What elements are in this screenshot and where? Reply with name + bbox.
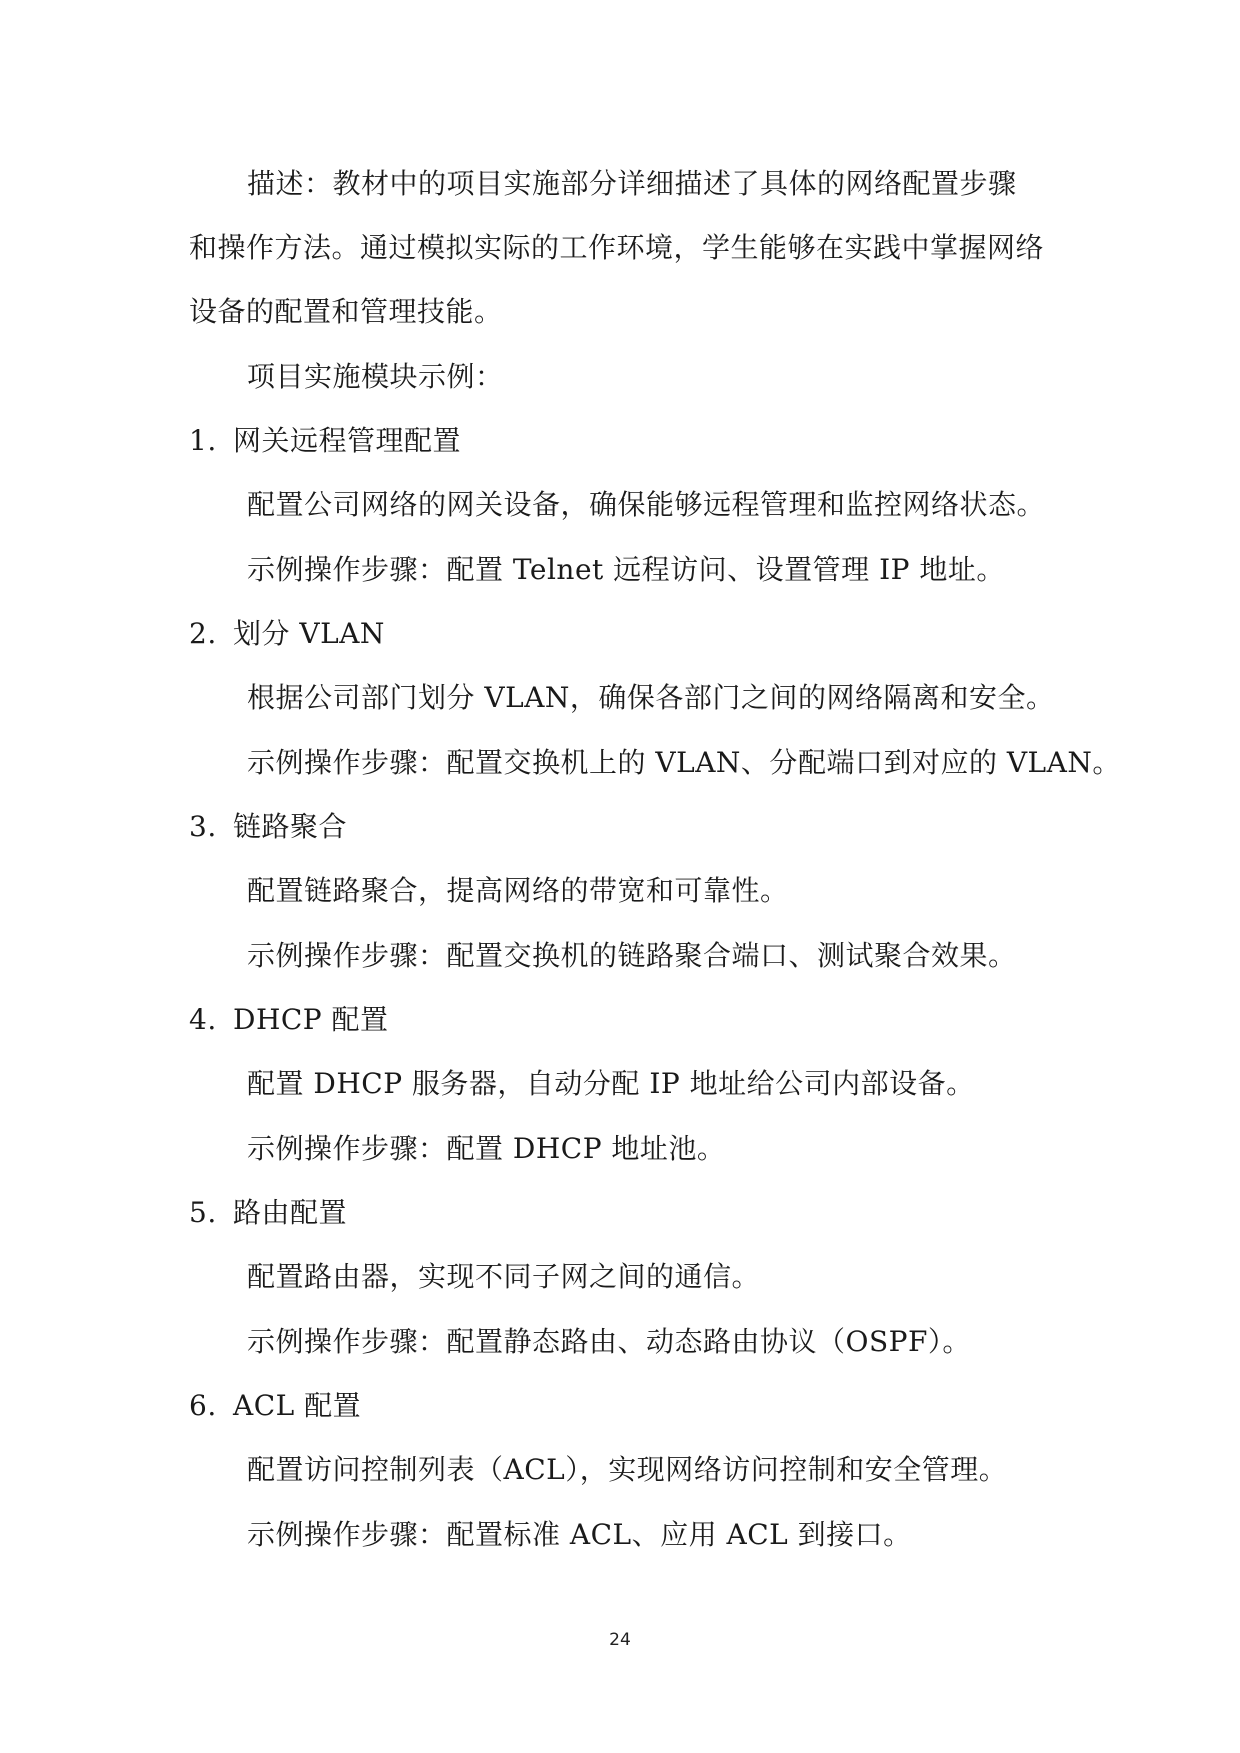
item-3-number: 3. — [189, 810, 217, 843]
intro-line-1: 描述：教材中的项目实施部分详细描述了具体的网络配置步骤 — [247, 167, 1017, 200]
page-number: 24 — [609, 1630, 631, 1650]
item-2-title: 划分 VLAN — [233, 617, 385, 650]
item-4-steps: 示例操作步骤：配置 DHCP 地址池。 — [247, 1132, 726, 1165]
item-5-description: 配置路由器，实现不同子网之间的通信。 — [247, 1260, 761, 1293]
item-3-description: 配置链路聚合，提高网络的带宽和可靠性。 — [247, 874, 789, 907]
intro-line-3: 设备的配置和管理技能。 — [189, 295, 503, 328]
item-5-heading — [189, 1193, 347, 1233]
item-2-steps: 示例操作步骤：配置交换机上的 VLAN、分配端口到对应的 VLAN。 — [247, 746, 1121, 779]
intro-line-2: 和操作方法。通过模拟实际的工作环境，学生能够在实践中掌握网络 — [189, 231, 1045, 264]
item-1-description: 配置公司网络的网关设备，确保能够远程管理和监控网络状态。 — [247, 488, 1046, 521]
item-2-heading — [189, 614, 385, 654]
item-4-description: 配置 DHCP 服务器，自动分配 IP 地址给公司内部设备。 — [247, 1067, 975, 1100]
item-4-title: DHCP 配置 — [233, 1003, 389, 1036]
item-4-heading — [189, 1000, 389, 1040]
item-4-number: 4. — [189, 1003, 217, 1036]
item-1-heading — [189, 421, 461, 461]
item-1-title: 网关远程管理配置 — [233, 424, 462, 457]
modules-heading: 项目实施模块示例： — [247, 360, 504, 393]
item-3-steps: 示例操作步骤：配置交换机的链路聚合端口、测试聚合效果。 — [247, 939, 1017, 972]
item-1-number: 1. — [189, 424, 217, 457]
item-2-description: 根据公司部门划分 VLAN，确保各部门之间的网络隔离和安全。 — [247, 681, 1055, 714]
item-3-heading — [189, 807, 347, 847]
item-3-title: 链路聚合 — [233, 810, 348, 843]
item-2-number: 2. — [189, 617, 217, 650]
item-6-steps: 示例操作步骤：配置标准 ACL、应用 ACL 到接口。 — [247, 1518, 912, 1551]
item-6-number: 6. — [189, 1389, 217, 1422]
item-5-number: 5. — [189, 1196, 217, 1229]
item-1-steps: 示例操作步骤：配置 Telnet 远程访问、设置管理 IP 地址。 — [247, 553, 1005, 586]
item-5-steps: 示例操作步骤：配置静态路由、动态路由协议（OSPF）。 — [247, 1325, 971, 1358]
item-6-title: ACL 配置 — [233, 1389, 362, 1422]
item-6-heading — [189, 1386, 361, 1426]
item-6-description: 配置访问控制列表（ACL），实现网络访问控制和安全管理。 — [247, 1453, 1008, 1486]
item-5-title: 路由配置 — [233, 1196, 348, 1229]
